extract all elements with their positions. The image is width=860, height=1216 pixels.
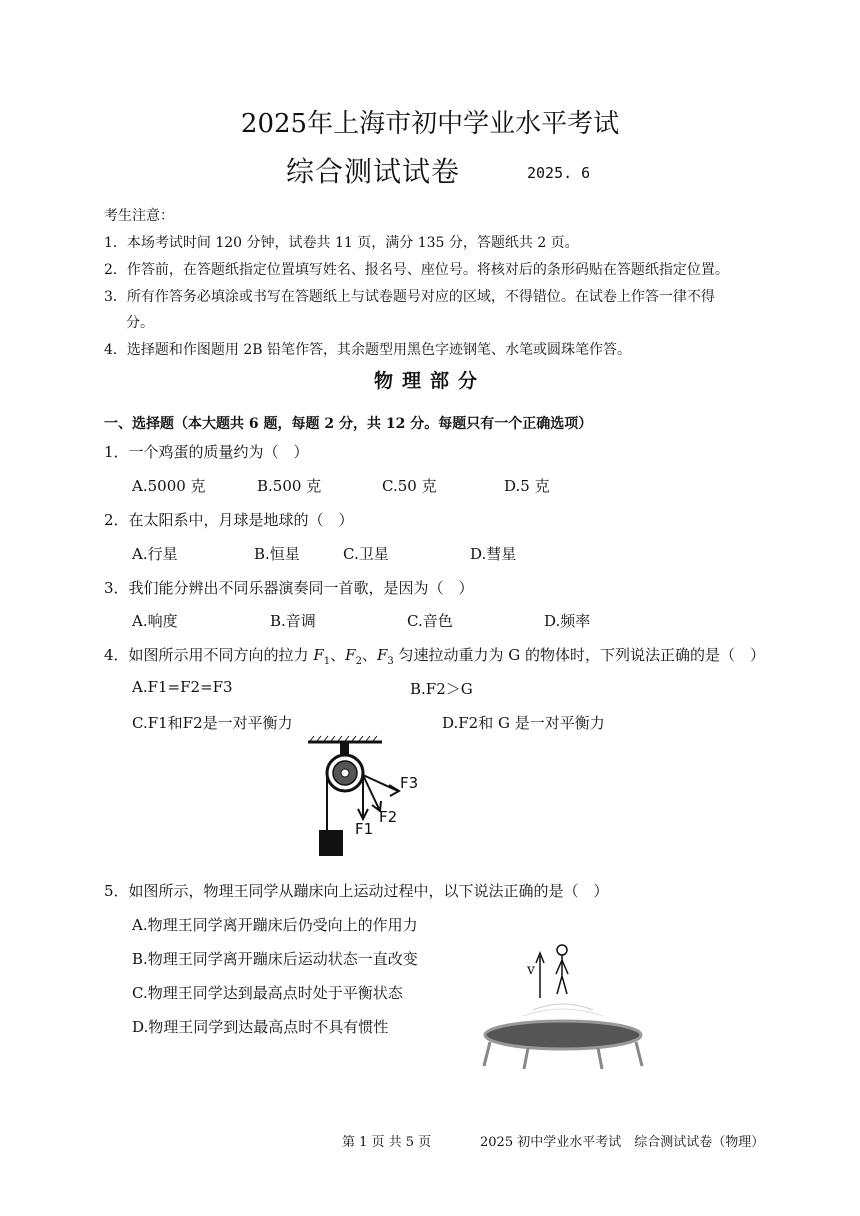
notice-item-4: 4．选择题和作图题用 2B 铅笔作答，其余题型用黑色字迹钢笔、水笔或圆珠笔作答。 bbox=[104, 342, 632, 358]
label-f2: F2 bbox=[379, 808, 398, 826]
pulley-figure bbox=[300, 735, 440, 860]
notice-item-3-cont: 分。 bbox=[126, 315, 154, 331]
trampoline-mat bbox=[485, 1021, 641, 1049]
ceiling-hatch bbox=[310, 736, 377, 741]
trampoline-figure bbox=[478, 938, 648, 1073]
question-4-option-c: C.F1和F2是一对平衡力 bbox=[132, 714, 293, 732]
question-3-option-b: B.音调 bbox=[270, 612, 316, 630]
question-1-option-c: C.50 克 bbox=[382, 477, 437, 495]
person-figure bbox=[556, 945, 568, 994]
label-v: v bbox=[527, 962, 535, 978]
question-1-stem: 1．一个鸡蛋的质量约为（ ） bbox=[104, 443, 309, 461]
notice-heading: 考生注意： bbox=[104, 208, 174, 224]
question-1-option-d: D.5 克 bbox=[504, 477, 550, 495]
question-3-stem: 3．我们能分辨出不同乐器演奏同一首歌，是因为（ ） bbox=[104, 579, 474, 597]
notice-item-1: 1．本场考试时间 120 分钟，试卷共 11 页，满分 135 分，答题纸共 2 页。 bbox=[104, 235, 579, 251]
question-5-option-d: D.物理王同学到达最高点时不具有惯性 bbox=[132, 1018, 389, 1036]
part1-heading: 一、选择题（本大题共 6 题，每题 2 分，共 12 分。每题只有一个正确选项） bbox=[104, 416, 593, 432]
notice-item-2: 2．作答前，在答题纸指定位置填写姓名、报名号、座位号。将核对后的条形码贴在答题纸指定位置。 bbox=[104, 262, 729, 278]
question-2-option-b: B.恒星 bbox=[254, 545, 300, 563]
notice-item-3: 3．所有作答务必填涂或书写在答题纸上与试卷题号对应的区域，不得错位。在试卷上作答一律不得 bbox=[104, 289, 715, 305]
label-f1: F1 bbox=[355, 820, 374, 838]
label-f3: F3 bbox=[400, 774, 419, 792]
question-4-stem: 4．如图所示用不同方向的拉力 $F_1$、$F_2$、$F_3$ 匀速拉动重力为 G 的物体时，下列说法正确的是（ ） bbox=[104, 646, 766, 667]
question-4-option-b: B.F2＞G bbox=[410, 680, 473, 698]
question-5-option-b: B.物理王同学离开蹦床后运动状态一直改变 bbox=[132, 950, 418, 968]
weight-block bbox=[319, 830, 343, 856]
force-f3-arrow bbox=[363, 775, 398, 791]
question-3-option-a: A.响度 bbox=[132, 612, 178, 630]
question-5-option-c: C.物理王同学达到最高点时处于平衡状态 bbox=[132, 984, 403, 1002]
exam-date: 2025. 6 bbox=[527, 164, 591, 182]
exam-title: 2025年上海市初中学业水平考试 bbox=[240, 109, 620, 139]
question-2-option-c: C.卫星 bbox=[343, 545, 389, 563]
question-3-option-c: C.音色 bbox=[407, 612, 453, 630]
question-2-stem: 2．在太阳系中，月球是地球的（ ） bbox=[104, 511, 354, 529]
question-3-option-d: D.频率 bbox=[544, 612, 591, 630]
question-5-stem: 5．如图所示，物理王同学从蹦床向上运动过程中，以下说法正确的是（ ） bbox=[104, 882, 609, 900]
question-4-option-d: D.F2和 G 是一对平衡力 bbox=[442, 714, 605, 732]
footer-page: 第 1 页 共 5 页 bbox=[342, 1135, 432, 1150]
question-1-option-a: A.5000 克 bbox=[132, 477, 206, 495]
question-2-option-a: A.行星 bbox=[132, 545, 178, 563]
trampoline-leg bbox=[484, 1042, 490, 1066]
question-1-option-b: B.500 克 bbox=[257, 477, 322, 495]
section-title: 物理部分 bbox=[373, 370, 486, 392]
force-f2-arrow bbox=[363, 775, 379, 809]
question-2-option-d: D.彗星 bbox=[470, 545, 517, 563]
exam-subtitle: 综合测试试卷 bbox=[286, 155, 461, 188]
question-5-option-a: A.物理王同学离开蹦床后仍受向上的作用力 bbox=[132, 916, 418, 934]
question-4-option-a: A.F1=F2=F3 bbox=[132, 678, 233, 696]
footer-exam: 2025 初中学业水平考试 综合测试试卷（物理） bbox=[480, 1135, 765, 1150]
